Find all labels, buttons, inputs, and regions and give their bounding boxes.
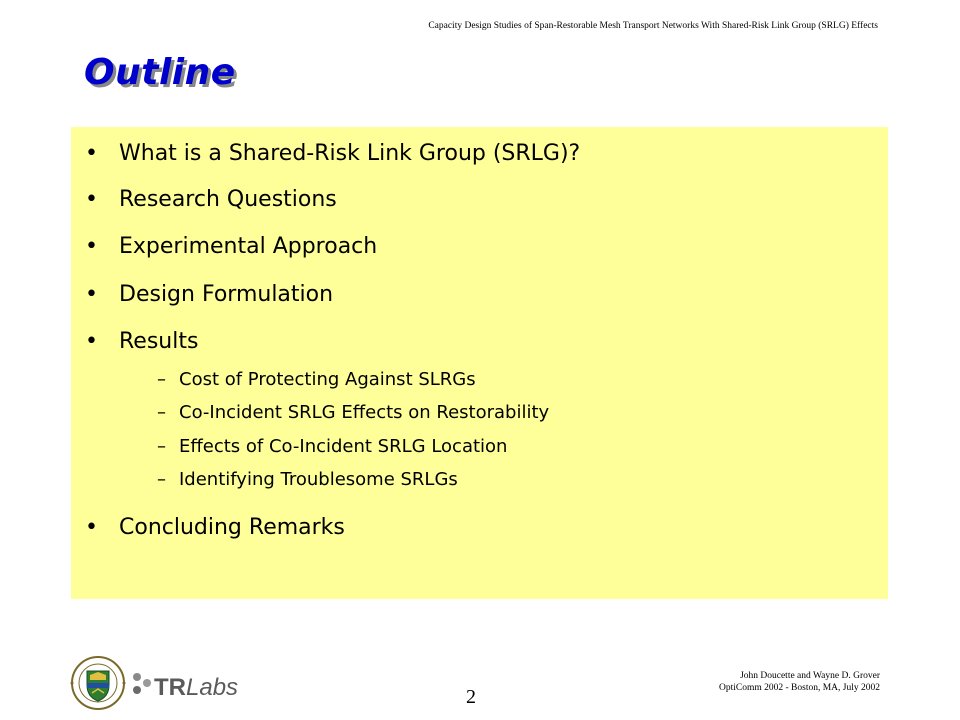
trlabs-text-labs: Labs	[186, 674, 239, 701]
footer-credits	[719, 670, 880, 694]
bullet-marker: •	[85, 141, 98, 166]
bullet-marker: •	[85, 187, 98, 212]
trlabs-text-tr: TR	[154, 674, 186, 701]
sub-bullet-text: Cost of Protecting Against SLRGs	[179, 369, 476, 390]
sub-bullet-marker: –	[157, 469, 166, 490]
bullet-text: Experimental Approach	[119, 234, 378, 259]
sub-bullet-text: Effects of Co-Incident SRLG Location	[179, 436, 508, 457]
sub-bullet-marker: –	[157, 402, 166, 423]
sub-bullet-text: Identifying Troublesome SRLGs	[179, 469, 458, 490]
bullet-text: Concluding Remarks	[119, 515, 345, 540]
sub-bullet-marker: –	[157, 369, 166, 390]
bullet-text: Results	[119, 329, 199, 354]
footer-venue: OptiComm 2002 - Boston, MA, July 2002	[719, 683, 880, 693]
running-header: Capacity Design Studies of Span-Restorable Mesh Transport Networks With Shared-Risk Link Group (SRLG) Effects	[428, 21, 878, 31]
university-crest-logo	[68, 655, 128, 711]
bullet-marker: •	[85, 329, 98, 354]
bullet-text: Design Formulation	[119, 282, 334, 307]
trlabs-mark-icon	[130, 667, 239, 703]
footer-authors: John Doucette and Wayne D. Grover	[740, 671, 880, 681]
bullet-marker: •	[85, 515, 98, 540]
bullet-text: What is a Shared-Risk Link Group (SRLG)?	[119, 141, 581, 166]
trlabs-text	[154, 674, 238, 701]
bullet-text: Research Questions	[119, 187, 337, 212]
content-panel	[71, 127, 888, 599]
page-number: 2	[466, 686, 476, 708]
trlabs-logo	[130, 667, 239, 707]
bullet-marker: •	[85, 234, 98, 259]
bullet-marker: •	[85, 282, 98, 307]
sub-bullet-text: Co-Incident SRLG Effects on Restorability	[179, 402, 550, 423]
slide-title: Outline	[84, 52, 236, 93]
sub-bullet-marker: –	[157, 436, 166, 457]
